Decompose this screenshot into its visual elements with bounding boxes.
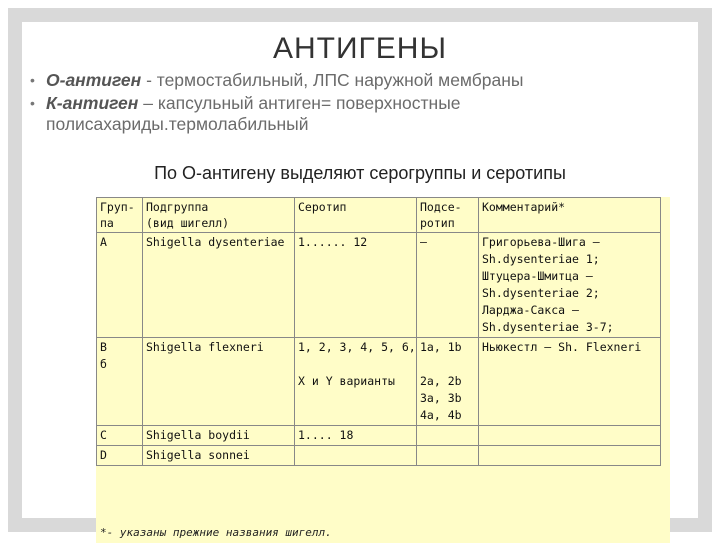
cell-line: (вид шигелл) [146, 216, 230, 230]
cell-subserotype [417, 446, 479, 466]
cell-line [420, 356, 475, 373]
cell-line [420, 427, 475, 444]
cell-line [420, 447, 475, 464]
cell-line: Shigella sonnei [146, 448, 250, 462]
table-row [97, 446, 661, 466]
table-row [97, 338, 661, 426]
bullet-dot-icon: • [30, 95, 35, 111]
cell-line: б [100, 357, 107, 371]
cell-line: 1, 2, 3, 4, 5, 6, [298, 340, 416, 354]
bullet-text: - термостабильный, ЛПС наружной мембраны [141, 70, 524, 90]
cell-subgroup [143, 338, 295, 426]
cell-line: ротип [420, 216, 455, 230]
cell-subserotype [417, 338, 479, 426]
header-subgroup [143, 198, 295, 233]
cell-line: 2а, 2b [420, 374, 462, 388]
cell-line [298, 447, 413, 464]
cell-line: Штуцера-Шмитца — [482, 269, 593, 283]
table-header-row [97, 198, 661, 233]
cell-line: — [420, 235, 427, 249]
cell-line: С [100, 428, 107, 442]
cell-line: па [100, 216, 114, 230]
cell-line: Подсе- [420, 200, 462, 214]
cell-serotype [295, 446, 417, 466]
bullet-dot-icon: • [30, 72, 35, 88]
cell-group [97, 233, 143, 338]
cell-line: 4а, 4b [420, 408, 462, 422]
cell-line: Sh.dysenteriae 2; [482, 286, 600, 300]
cell-line: Shigella dysenteriae [146, 235, 285, 249]
bullet-term: О-антиген [46, 70, 142, 90]
table-row [97, 233, 661, 338]
cell-line: Shigella flexneri [146, 340, 264, 354]
bullet-item [30, 93, 690, 135]
cell-line [482, 447, 657, 464]
cell-line: А [100, 235, 107, 249]
cell-line: 3а, 3b [420, 391, 462, 405]
cell-line: В [100, 340, 107, 354]
cell-line: Sh.dysenteriae 3-7; [482, 320, 614, 334]
cell-subgroup [143, 426, 295, 446]
header-comment [479, 198, 661, 233]
table-subtitle: По О-антигену выделяют серогруппы и серотипы [154, 163, 566, 183]
slide-title: АНТИГЕНЫ [272, 32, 448, 65]
cell-line: Sh.dysenteriae 1; [482, 252, 600, 266]
cell-comment [479, 233, 661, 338]
cell-subserotype [417, 233, 479, 338]
cell-line: Shigella boydii [146, 428, 250, 442]
bullet-text: – капсульный антиген= поверхностные полисахариды.термолабильный [46, 93, 461, 134]
cell-comment [479, 446, 661, 466]
cell-line: 1.... 18 [298, 428, 354, 442]
table-footnote: *- указаны прежние названия шигелл. [100, 526, 332, 539]
slide [22, 22, 698, 539]
cell-line: Григорьева-Шига — [482, 235, 600, 249]
shigella-table [96, 197, 661, 466]
cell-comment [479, 338, 661, 426]
header-serotype [295, 198, 417, 233]
bullet-term: К-антиген [46, 93, 139, 113]
cell-subgroup [143, 233, 295, 338]
cell-group [97, 426, 143, 446]
cell-serotype [295, 233, 417, 338]
bullet-list [30, 70, 690, 137]
cell-line [482, 427, 657, 444]
bullet-item [30, 70, 690, 91]
cell-line: X и Y варианты [298, 374, 395, 388]
cell-serotype [295, 338, 417, 426]
cell-line: Ньюкестл — Sh. Flexneri [482, 340, 642, 354]
header-subserotype [417, 198, 479, 233]
cell-line: 1а, 1b [420, 340, 462, 354]
cell-line: Ларджа-Сакса — [482, 303, 579, 317]
cell-group [97, 446, 143, 466]
cell-line: 1...... 12 [298, 235, 368, 249]
cell-group [97, 338, 143, 426]
cell-line: Комментарий* [482, 200, 566, 214]
cell-line: Груп- [100, 200, 135, 214]
table-container [96, 197, 670, 543]
cell-line: Подгруппа [146, 200, 209, 214]
header-group [97, 198, 143, 233]
cell-serotype [295, 426, 417, 446]
cell-subgroup [143, 446, 295, 466]
cell-subserotype [417, 426, 479, 446]
cell-line: Серотип [298, 200, 347, 214]
cell-comment [479, 426, 661, 446]
table-row [97, 426, 661, 446]
cell-line: D [100, 448, 107, 462]
cell-line [298, 356, 413, 373]
